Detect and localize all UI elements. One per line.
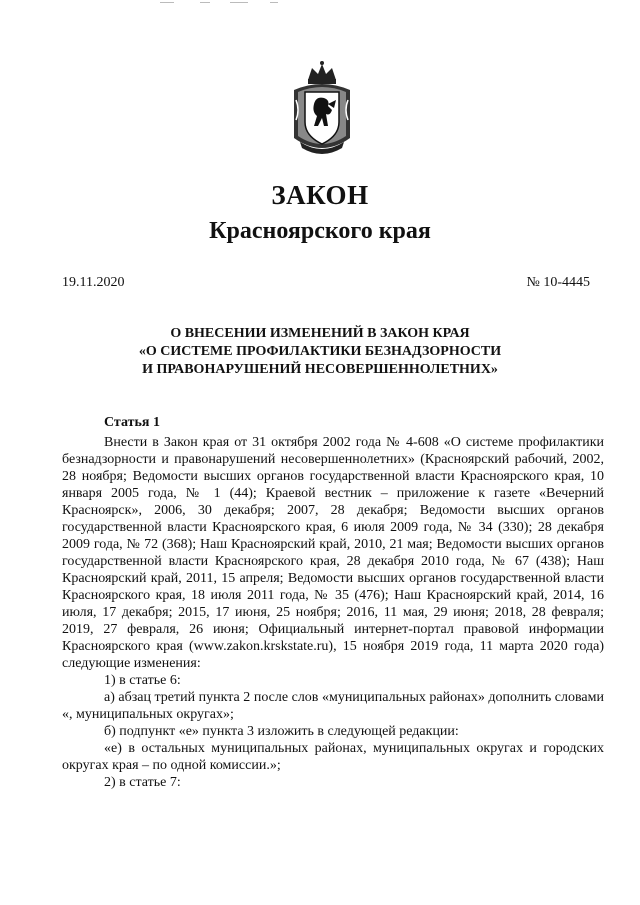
body-paragraph: «е) в остальных муниципальных районах, муниципальных округах и городских округах края – по одной комиссии.»; <box>62 741 604 773</box>
coat-of-arms-icon <box>288 60 356 158</box>
body-paragraph: 2) в статье 7: <box>104 775 181 790</box>
scan-artifact-marks <box>160 0 280 6</box>
document-title: ЗАКОН <box>271 180 369 210</box>
article-body <box>62 434 604 791</box>
article-title: Статья 1 <box>104 415 160 430</box>
document-subtitle: Красноярского края <box>209 218 431 244</box>
body-paragraph: 1) в статье 6: <box>104 673 181 688</box>
document-number: № 10-4445 <box>526 275 590 290</box>
law-heading-line: О ВНЕСЕНИИ ИЗМЕНЕНИЙ В ЗАКОН КРАЯ <box>170 326 470 341</box>
law-heading-line: «О СИСТЕМЕ ПРОФИЛАКТИКИ БЕЗНАДЗОРНОСТИ <box>138 344 502 359</box>
law-heading-line: И ПРАВОНАРУШЕНИЙ НЕСОВЕРШЕННОЛЕТНИХ» <box>142 362 498 377</box>
body-paragraph: а) абзац третий пункта 2 после слов «муниципальных районах» дополнить словами «, муниципальных округах»; <box>62 690 604 722</box>
document-date: 19.11.2020 <box>62 275 125 290</box>
body-paragraph: Внести в Закон края от 31 октября 2002 года № 4-608 «О системе профилактики безнадзорности и правонарушений несовершеннолетних» (Красноярский рабочий, 2002, 28 ноября; Ведомости высших органов государственной власти Красноярского края, 10 января 2005 года, № 1 (44); Краевой вестник – приложение к газете «Вечерний Красноярск», 2006, 30 декабря; 2007, 28 декабря; Ведомости высших органов государственной власти Красноярского края, 6 июля 2009 года, № 34 (330); 28 декабря 2009 года, № 72 (368); Наш Красноярский край, 2010, 21 мая; Ведомости высших органов государственной власти Красноярского края, 28 декабря 2010 года, № 67 (438); Наш Красноярский край, 2011, 15 апреля; Ведомости высших органов государственной власти Красноярского края, 18 июля 2011 года, № 35 (476); Наш Красноярский край, 2014, 16 июля, 17 декабря; 2015, 17 июня, 25 ноября; 2016, 11 мая, 29 июня; 2018, 28 февраля; 2019, 27 февраля, 26 июня; Официальный интернет-портал правовой информации Красноярского края (www.zakon.krskstate.ru), 15 ноября 2019 года, 11 марта 2020 года) следующие изменения: <box>62 435 604 671</box>
body-paragraph: б) подпункт «е» пункта 3 изложить в следующей редакции: <box>104 724 459 739</box>
law-heading <box>0 325 640 379</box>
